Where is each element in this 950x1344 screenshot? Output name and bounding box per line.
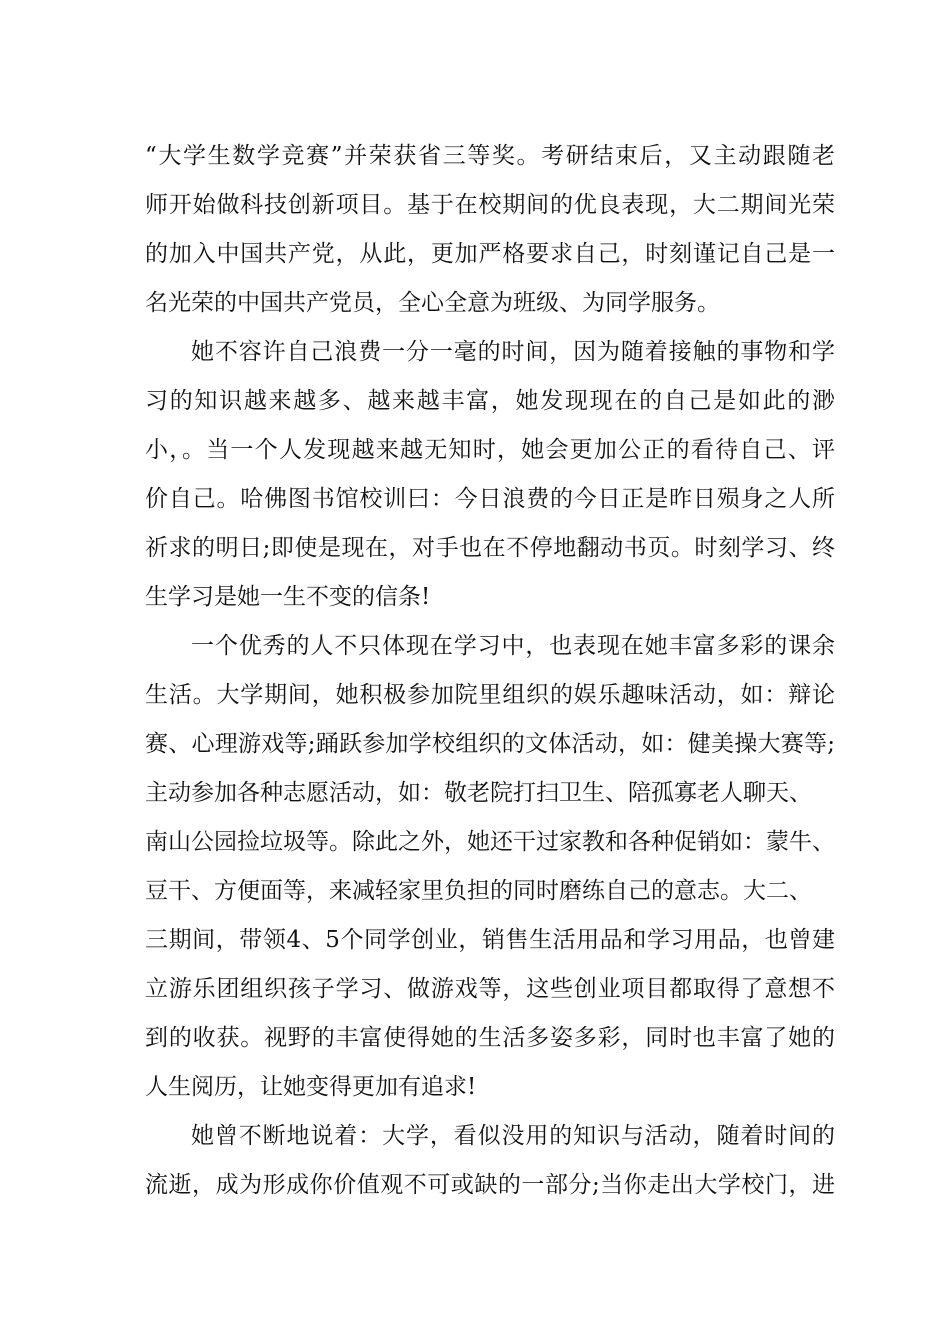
text-line: 习的知识越来越多、越来越丰富，她发现现在的自己是如此的渺 [145,388,835,414]
text-line: 祈求的明日;即使是现在，对手也在不停地翻动书页。时刻学习、终 [145,535,835,561]
text-line: 名光荣的中国共产党员，全心全意为班级、为同学服务。 [145,290,720,316]
text-line: 主动参加各种志愿活动，如：敬老院打扫卫生、陪孤寡老人聊天、 [145,780,812,806]
text-line: 三期间，带领4、5个同学创业，销售生活用品和学习用品，也曾建 [145,927,835,953]
text-line: 师开始做科技创新项目。基于在校期间的优良表现，大二期间光荣 [145,192,835,218]
text-line: 南山公园捡垃圾等。除此之外，她还干过家教和各种促销如：蒙牛、 [145,829,835,855]
text-line: 流逝，成为形成你价值观不可或缺的一部分;当你走出大学校门，进 [145,1172,835,1198]
text-line: 豆干、方便面等，来减轻家里负担的同时磨练自己的意志。大二、 [145,878,812,904]
text-line: 生学习是她一生不变的信条! [145,584,431,610]
text-line: 立游乐团组织孩子学习、做游戏等，这些创业项目都取得了意想不 [145,976,835,1002]
text-line: 的加入中国共产党，从此，更加严格要求自己，时刻谨记自己是一 [145,241,835,267]
paragraph-first-line: 她不容许自己浪费一分一毫的时间，因为随着接触的事物和学 [191,339,835,365]
text-line: 赛、心理游戏等;踊跃参加学校组织的文体活动，如：健美操大赛等; [145,731,835,757]
text-line: 价自己。哈佛图书馆校训曰：今日浪费的今日正是昨日殒身之人所 [145,486,835,512]
body-text [145,132,835,1210]
text-line: 生活。大学期间，她积极参加院里组织的娱乐趣味活动，如：辩论 [145,682,835,708]
text-line: 小，。当一个人发现越来越无知时，她会更加公正的看待自己、评 [145,437,835,463]
text-line: 到的收获。视野的丰富使得她的生活多姿多彩，同时也丰富了她的 [145,1025,835,1051]
text-line: “大学生数学竞赛”并荣获省三等奖。考研结束后，又主动跟随老 [145,143,835,169]
paragraph-first-line: 一个优秀的人不只体现在学习中，也表现在她丰富多彩的课余 [191,633,835,659]
text-line: 人生阅历，让她变得更加有追求! [145,1074,477,1100]
paragraph-first-line: 她曾不断地说着：大学，看似没用的知识与活动，随着时间的 [191,1123,835,1149]
